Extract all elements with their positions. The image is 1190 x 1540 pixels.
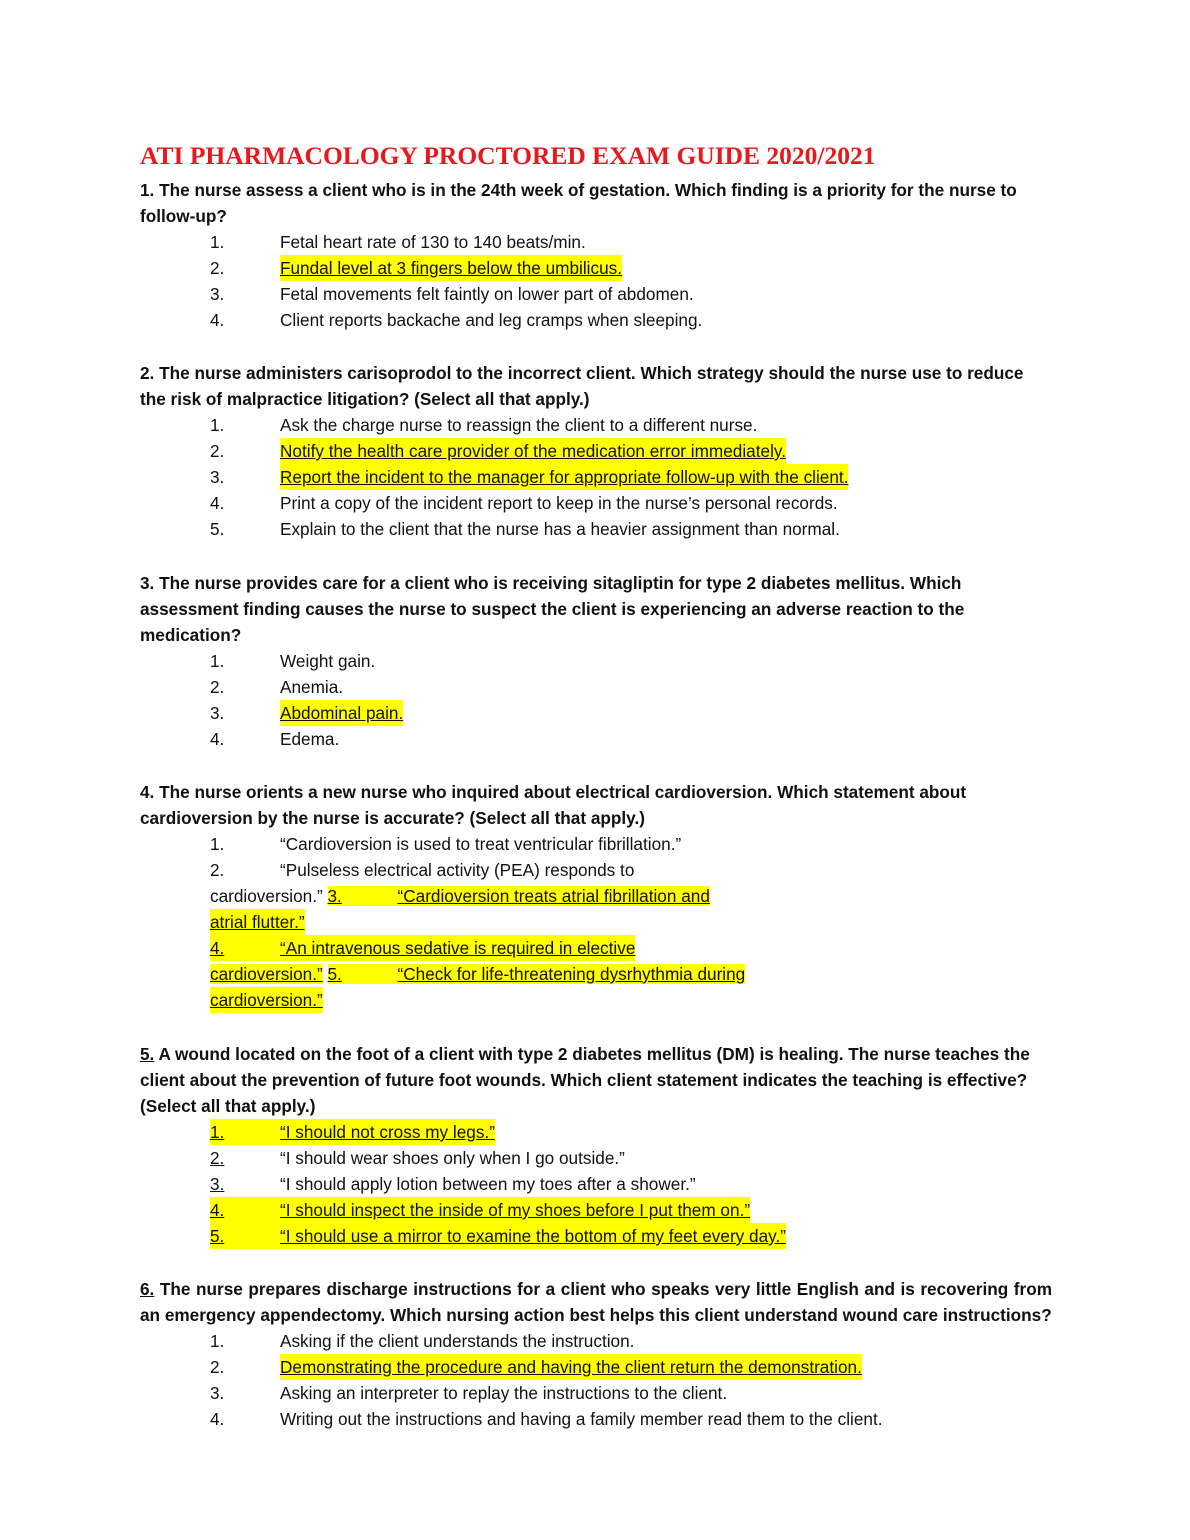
option-text: “An intravenous sedative is required in elective [280, 938, 636, 958]
option-number: 1. [210, 651, 225, 671]
option-text: Client reports backache and leg cramps when sleeping. [280, 310, 703, 330]
option-number: 3. [210, 1383, 225, 1403]
option-text: “I should wear shoes only when I go outside.” [280, 1148, 625, 1168]
option-highlighted [140, 438, 1052, 464]
option-text: Ask the charge nurse to reassign the client to a different nurse. [280, 415, 758, 435]
option-highlighted [140, 255, 1052, 281]
option-text: Writing out the instructions and having a family member read them to the client. [280, 1409, 883, 1429]
option-number: 2. [210, 1357, 225, 1377]
option-text: Print a copy of the incident report to keep in the nurse’s personal records. [280, 493, 838, 513]
question-stem [140, 1276, 1052, 1328]
option-text: “Cardioversion treats atrial fibrillation and [397, 886, 710, 906]
option-text: cardioversion.” [210, 987, 323, 1013]
option-number: 2. [210, 1148, 225, 1168]
option-text: Explain to the client that the nurse has a heavier assignment than normal. [280, 519, 840, 539]
option [140, 831, 1052, 857]
option-text: “I should not cross my legs.” [280, 1119, 495, 1145]
option-highlighted [140, 1354, 1052, 1380]
option-number: 2. [210, 441, 225, 461]
option-text: Fetal heart rate of 130 to 140 beats/min. [280, 232, 586, 252]
option-number: 2. [210, 860, 225, 880]
option-number: 1. [210, 834, 225, 854]
option-text: atrial flutter.” [210, 909, 305, 935]
question-stem [140, 779, 1052, 831]
option-highlighted [140, 464, 1052, 490]
option-number: 4. [210, 493, 225, 513]
option-number: 5. [327, 964, 342, 984]
option-text: Demonstrating the procedure and having the client return the demonstration. [280, 1354, 862, 1380]
question-number: 3. [140, 573, 155, 593]
option-number: 1. [210, 232, 225, 252]
question-1 [140, 177, 1052, 333]
question-stem [140, 177, 1052, 229]
option-text: Anemia. [280, 677, 344, 697]
question-number: 1. [140, 180, 155, 200]
option-highlighted [140, 1223, 1052, 1249]
option-list [140, 412, 1052, 542]
option-text: cardioversion.” [210, 964, 323, 984]
option-text: “Check for life-threatening dysrhythmia during [397, 964, 746, 984]
option-list [140, 1328, 1052, 1432]
option-text: Abdominal pain. [280, 700, 403, 726]
question-4 [140, 779, 1052, 1013]
option [140, 490, 1052, 516]
option-number: 1. [210, 415, 225, 435]
question-number: 4. [140, 782, 155, 802]
option [140, 307, 1052, 333]
question-2 [140, 360, 1052, 542]
option-text: “I should apply lotion between my toes after a shower.” [280, 1174, 696, 1194]
option-text: Weight gain. [280, 651, 376, 671]
option-list [140, 1119, 1052, 1249]
option [140, 726, 1052, 752]
option-number: 3. [210, 1174, 225, 1194]
option-highlighted [140, 1197, 1052, 1223]
option-number: 4. [210, 1409, 225, 1429]
option-highlighted [328, 964, 746, 984]
question-text: The nurse prepares discharge instructions for a client who speaks very little English and is recovering from an emergency appendectomy. Which nursing action best helps this client understand wound care instructions? [140, 1279, 1053, 1325]
option-number: 3. [210, 467, 225, 487]
option-continuation [140, 909, 1052, 935]
question-stem [140, 570, 1052, 648]
option-continuation [140, 883, 1052, 909]
question-number: 5. [140, 1044, 155, 1064]
question-stem [140, 1041, 1052, 1119]
option-number: 1. [210, 1119, 280, 1145]
option [140, 1171, 1052, 1197]
option-number: 3. [327, 886, 342, 906]
option-number: 5. [210, 1223, 280, 1249]
option [140, 516, 1052, 542]
option [140, 281, 1052, 307]
question-5 [140, 1041, 1052, 1249]
question-3 [140, 570, 1052, 752]
option-number: 4. [210, 938, 225, 958]
option-text: “Pulseless electrical activity (PEA) responds to [280, 860, 635, 880]
option-number: 3. [210, 703, 225, 723]
option-list [140, 229, 1052, 333]
option [140, 229, 1052, 255]
question-text: A wound located on the foot of a client with type 2 diabetes mellitus (DM) is healing. The nurse teaches the client about the prevention of future foot wounds. Which client statement indicates the teaching is effective? (Select all that apply.) [140, 1044, 1030, 1116]
option-text: “I should use a mirror to examine the bottom of my feet every day.” [280, 1223, 786, 1249]
option-continuation [140, 961, 1052, 987]
document-title: ATI PHARMACOLOGY PROCTORED EXAM GUIDE 2020/2021 [140, 141, 876, 170]
option-text: cardioversion.” [210, 886, 323, 906]
option-number: 5. [210, 519, 225, 539]
option [140, 648, 1052, 674]
option-highlighted [140, 935, 1052, 961]
option-text: Fetal movements felt faintly on lower part of abdomen. [280, 284, 694, 304]
option-number: 3. [210, 284, 225, 304]
option [140, 1328, 1052, 1354]
option-number: 1. [210, 1331, 225, 1351]
option-text: Asking an interpreter to replay the instructions to the client. [280, 1383, 728, 1403]
option [140, 1380, 1052, 1406]
option-number: 4. [210, 729, 225, 749]
option-text: Report the incident to the manager for appropriate follow-up with the client. [280, 464, 848, 490]
option-text: Asking if the client understands the instruction. [280, 1331, 635, 1351]
option-highlighted [140, 1119, 1052, 1145]
option-number: 4. [210, 310, 225, 330]
option-text: Edema. [280, 729, 340, 749]
option-number: 4. [210, 1197, 280, 1223]
option-number: 2. [210, 258, 225, 278]
option-continuation [140, 987, 1052, 1013]
question-number: 6. [140, 1279, 155, 1299]
option [140, 412, 1052, 438]
option-text: Fundal level at 3 fingers below the umbilicus. [280, 255, 622, 281]
question-text: The nurse orients a new nurse who inquired about electrical cardioversion. Which statement about cardioversion by the nurse is accurate? (Select all that apply.) [140, 782, 967, 828]
option-number: 2. [210, 677, 225, 697]
question-number: 2. [140, 363, 155, 383]
question-stem [140, 360, 1052, 412]
question-text: The nurse provides care for a client who is receiving sitagliptin for type 2 diabetes mellitus. Which assessment finding causes the nurse to suspect the client is experiencing an adverse reaction to the medication? [140, 573, 965, 645]
option-text: “Cardioversion is used to treat ventricular fibrillation.” [280, 834, 682, 854]
option-list [140, 648, 1052, 752]
option-highlighted [328, 886, 710, 906]
option [140, 1406, 1052, 1432]
question-text: The nurse assess a client who is in the 24th week of gestation. Which finding is a priority for the nurse to follow-up? [140, 180, 1017, 226]
option-text: Notify the health care provider of the medication error immediately. [280, 438, 786, 464]
question-6 [140, 1276, 1052, 1432]
option [140, 857, 1052, 883]
option-highlighted [140, 700, 1052, 726]
question-text: The nurse administers carisoprodol to the incorrect client. Which strategy should the nurse use to reduce the risk of malpractice litigation? (Select all that apply.) [140, 363, 1024, 409]
option [140, 674, 1052, 700]
option [140, 1145, 1052, 1171]
option-text: “I should inspect the inside of my shoes before I put them on.” [280, 1197, 750, 1223]
